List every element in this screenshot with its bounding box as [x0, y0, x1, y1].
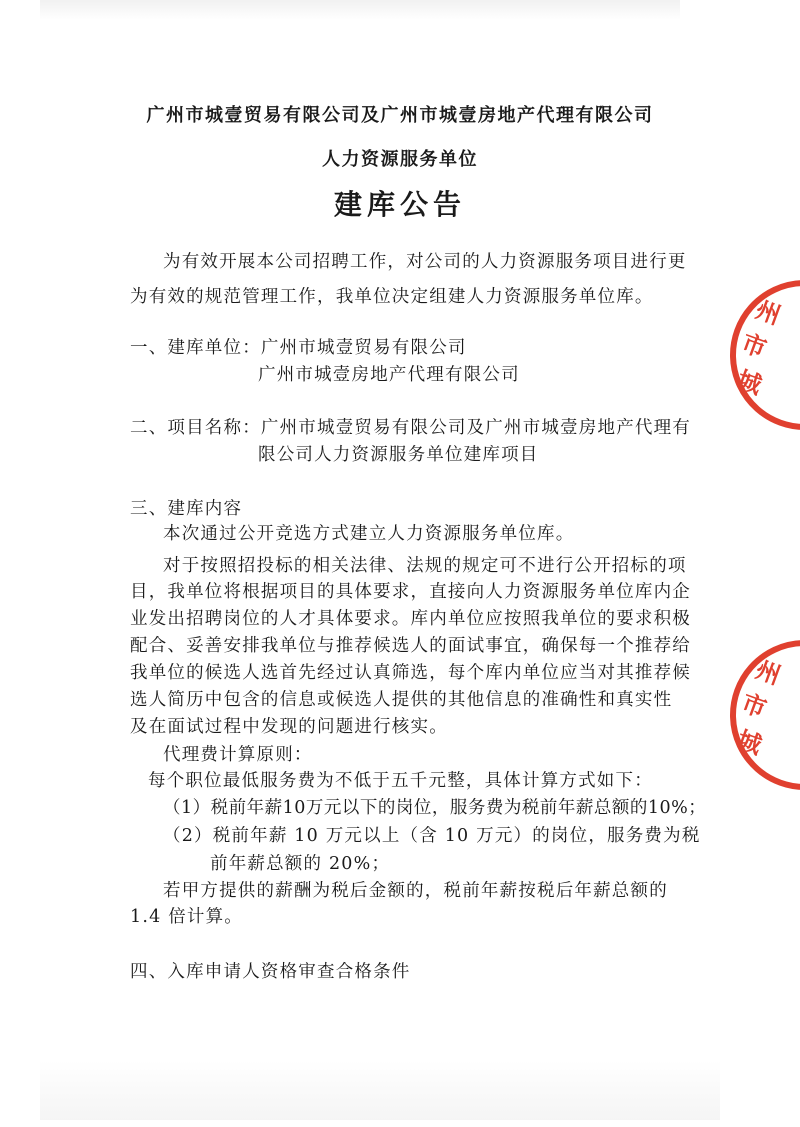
company-seal-stamp [709, 259, 800, 451]
fee-note-line-2: 1.4 倍计算。 [130, 907, 243, 927]
section4-heading: 四、入库申请人资格审查合格条件 [130, 962, 411, 982]
section3-p2-line: 我单位的候选人选首先经过认真筛选，每个库内单位应当对其推荐候 [130, 663, 691, 683]
section1-heading: 一、建库单位：广州市城壹贸易有限公司 [130, 338, 467, 358]
document-title-main: 建库公告 [333, 188, 466, 221]
seal-char: 州 [752, 294, 785, 331]
section2-line-2: 限公司人力资源服务单位建库项目 [258, 445, 539, 465]
seal-char: 城 [733, 364, 766, 400]
fee-rule-2-line-2: 前年薪总额的 20%； [210, 854, 391, 874]
section3-p2-line: 目，我单位将根据项目的具体要求，直接向人力资源服务单位库内企 [130, 582, 691, 602]
section3-p2-line: 配合、妥善安排我单位与推荐候选人的面试事宜，确保每一个推荐给 [130, 636, 691, 656]
seal-char: 市 [737, 687, 771, 724]
fee-heading: 代理费计算原则： [163, 745, 313, 765]
fee-note-line-1: 若甲方提供的薪酬为税后金额的，税前年薪按税后年薪总额的 [163, 881, 668, 901]
fee-rule-1: （1）税前年薪10万元以下的岗位，服务费为税前年薪总额的10%； [163, 798, 707, 818]
document-title-line1: 广州市城壹贸易有限公司及广州市城壹房地产代理有限公司 [146, 105, 654, 126]
section1-line-2: 广州市城壹房地产代理有限公司 [258, 365, 520, 385]
scan-artifact-top [40, 0, 680, 20]
intro-line-2: 为有效的规范管理工作，我单位决定组建人力资源服务单位库。 [130, 287, 654, 307]
intro-line-1: 为有效开展本公司招聘工作，对公司的人力资源服务项目进行更 [163, 252, 687, 272]
fee-rule-2-line-1: （2）税前年薪 10 万元以上（含 10 万元）的岗位，服务费为税 [163, 826, 701, 846]
section3-heading: 三、建库内容 [130, 499, 243, 519]
section3-paragraph-1: 本次通过公开竞选方式建立人力资源服务单位库。 [163, 524, 575, 544]
seal-char: 州 [752, 654, 785, 691]
scan-artifact-bottom [40, 1060, 720, 1120]
seal-char: 市 [737, 327, 771, 364]
section3-p2-line: 及在面试过程中发现的问题进行核实。 [130, 717, 448, 737]
seal-char: 城 [733, 724, 766, 760]
section3-p2-line: 业发出招聘岗位的人才具体要求。库内单位应按照我单位的要求积极 [130, 609, 691, 629]
section3-p2-line: 对于按照招投标的相关法律、法规的规定可不进行公开招标的项 [163, 556, 687, 576]
document-title-line2: 人力资源服务单位 [322, 149, 478, 170]
company-seal-stamp [709, 619, 800, 811]
section2-heading: 二、项目名称：广州市城壹贸易有限公司及广州市城壹房地产代理有 [130, 418, 691, 438]
fee-minimum: 每个职位最低服务费为不低于五千元整，具体计算方式如下： [148, 771, 653, 791]
section3-p2-line: 选人简历中包含的信息或候选人提供的其他信息的准确性和真实性 [130, 690, 673, 710]
